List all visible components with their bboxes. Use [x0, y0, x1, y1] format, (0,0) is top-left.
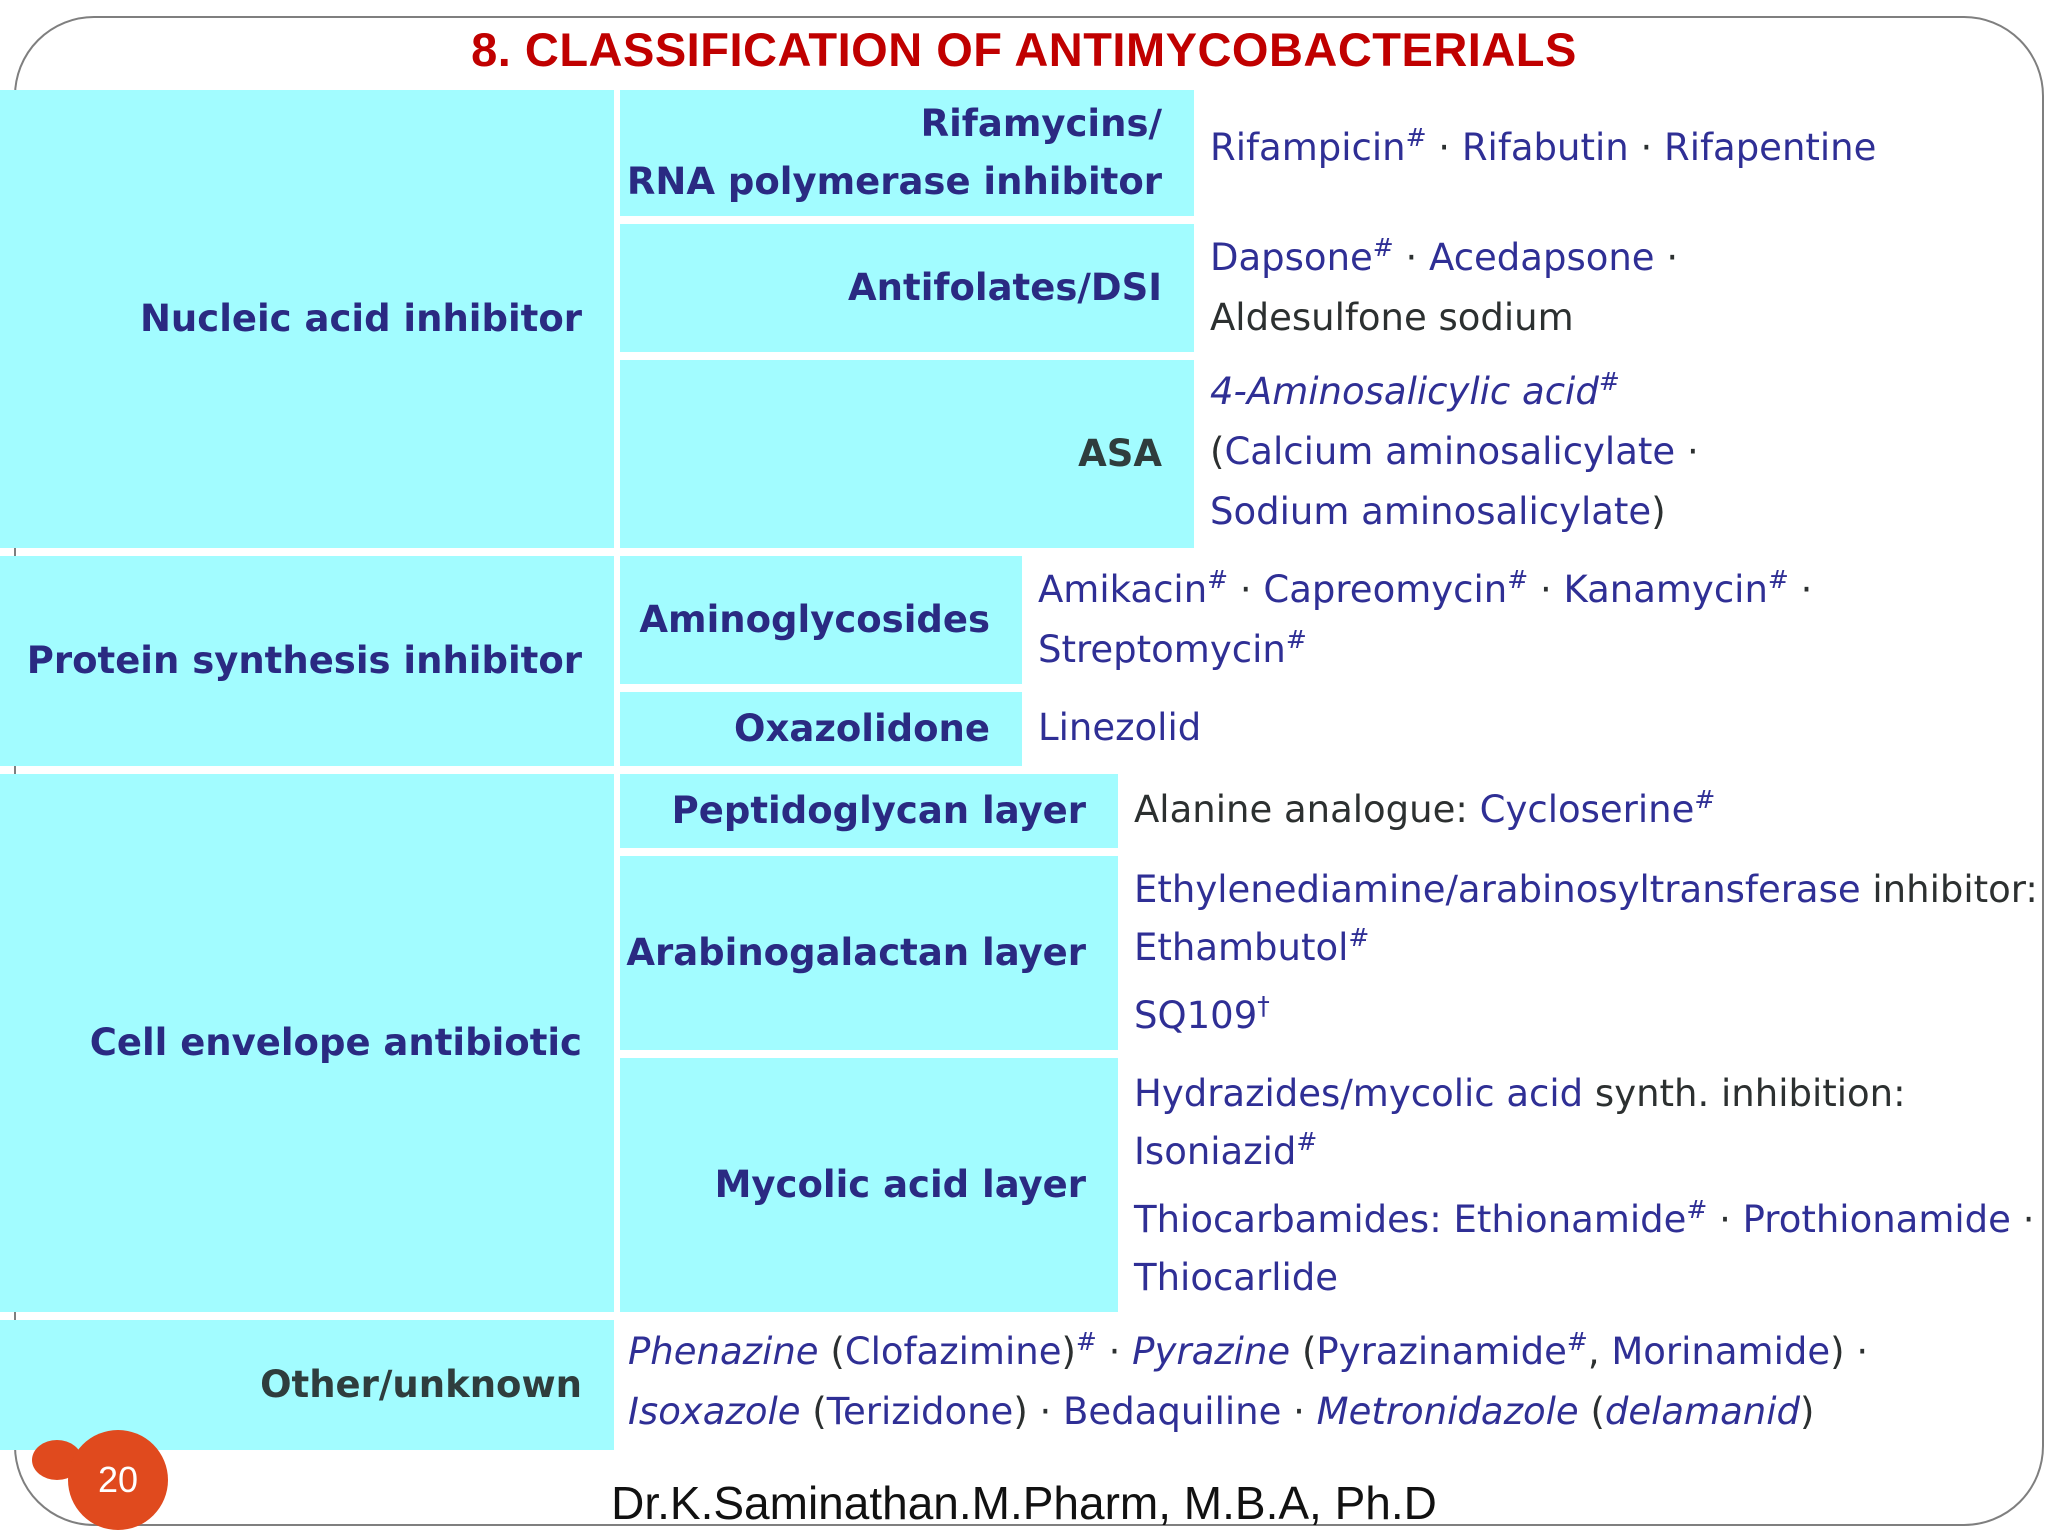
first-line-mark: # [1285, 625, 1307, 654]
separator: · [1293, 1390, 1305, 1433]
drug-prothionamide: Prothionamide [1742, 1198, 2011, 1241]
subcategory-label: ASA [1078, 432, 1162, 475]
drug-line-arabinogalactan-3 [1134, 986, 1270, 1046]
author-footer: Dr.K.Saminathan.M.Pharm, M.B.A, Ph.D [611, 1477, 1437, 1529]
drug-cycloserine: Cycloserine [1479, 788, 1695, 831]
class-label-inhibitor: inhibitor: [1872, 868, 2038, 911]
category-label: Nucleic acid inhibitor [139, 297, 582, 340]
paren: ( [830, 1330, 845, 1373]
drug-class-isoxazole: Isoxazole [628, 1390, 801, 1433]
separator: · [1539, 568, 1552, 611]
class-label-hydrazides: Hydrazides/mycolic acid [1134, 1072, 1584, 1115]
drug-bedaquiline: Bedaquiline [1063, 1390, 1282, 1433]
drug-terizidone: Terizidone [826, 1390, 1014, 1433]
subcategory-label: Aminoglycosides [639, 598, 990, 641]
category-nucleic-acid-inhibitor [0, 90, 614, 548]
category-other-unknown [0, 1320, 614, 1450]
category-label: Protein synthesis inhibitor [26, 639, 582, 682]
separator: · [1666, 236, 1679, 279]
paren: ) [1651, 490, 1666, 533]
drug-line-asa-2 [1210, 422, 1699, 482]
drug-sq109: SQ109 [1134, 994, 1258, 1037]
first-line-mark: # [1767, 565, 1789, 594]
drug-4-aminosalicylic-acid: 4-Aminosalicylic acid [1210, 370, 1599, 413]
investigational-mark: † [1257, 991, 1270, 1020]
class-label-alanine-analogue: Alanine analogue: [1134, 788, 1468, 831]
separator: · [1438, 126, 1451, 169]
drug-class-pyrazine: Pyrazine [1132, 1330, 1291, 1373]
drug-line-aminoglycosides-2 [1038, 620, 1307, 680]
first-line-mark: # [1348, 923, 1370, 952]
drug-calcium-aminosalicylate: Calcium aminosalicylate [1224, 430, 1676, 473]
first-line-mark: # [1598, 367, 1620, 396]
subcategory-label: Arabinogalactan layer [626, 931, 1086, 974]
slide-title: 8. CLASSIFICATION OF ANTIMYCOBACTERIALS [471, 23, 1577, 76]
category-protein-synthesis-inhibitor [0, 556, 614, 766]
separator: · [1686, 430, 1699, 473]
drug-isoniazid: Isoniazid [1134, 1130, 1297, 1173]
drug-line-arabinogalactan-2 [1134, 918, 1369, 978]
drug-rifabutin: Rifabutin [1461, 126, 1629, 169]
drug-class-phenazine: Phenazine [628, 1330, 819, 1373]
class-label-ethylenediamine: Ethylenediamine/arabinosyltransferase [1134, 868, 1861, 911]
page-number-badge: 20 [68, 1430, 168, 1530]
category-label: Cell envelope antibiotic [89, 1021, 582, 1064]
first-line-mark: # [1296, 1127, 1318, 1156]
class-label-synth-inhibition: synth. inhibition: [1594, 1072, 1906, 1115]
drug-line-aminoglycosides-1 [1038, 560, 1812, 620]
drug-kanamycin: Kanamycin [1563, 568, 1768, 611]
drug-thiocarlide: Thiocarlide [1134, 1256, 1339, 1299]
drug-clofazimine: Clofazimine [844, 1330, 1062, 1373]
first-line-mark: # [1686, 1195, 1708, 1224]
first-line-mark: # [1075, 1327, 1097, 1356]
drug-line-rifamycins [1210, 118, 1876, 178]
drug-line-asa-1 [1210, 362, 1620, 422]
subcategory-arabinogalactan-layer [620, 856, 1118, 1050]
subcategory-label: Rifamycins/ [920, 102, 1162, 145]
drug-line-mycolic-2 [1134, 1122, 1317, 1182]
paren: ) [1800, 1390, 1815, 1433]
drug-line-oxazolidone [1038, 698, 1201, 758]
drug-capreomycin: Capreomycin [1263, 568, 1508, 611]
drug-morinamide: Morinamide [1611, 1330, 1831, 1373]
drug-line-mycolic-4 [1134, 1248, 1338, 1308]
first-line-mark: # [1207, 565, 1229, 594]
first-line-mark: # [1405, 123, 1427, 152]
paren: ) [1061, 1330, 1076, 1373]
paren: ) · [1830, 1330, 1869, 1373]
first-line-mark: # [1566, 1327, 1588, 1356]
subcategory-rifamycins [620, 90, 1194, 216]
comma: , [1587, 1330, 1600, 1373]
drug-line-arabinogalactan-1 [1134, 860, 2038, 920]
first-line-mark: # [1507, 565, 1529, 594]
drug-line-antifolates-2 [1210, 288, 1574, 348]
drug-ethionamide: Ethionamide [1453, 1198, 1687, 1241]
drug-line-mycolic-3 [1134, 1190, 2034, 1250]
drug-rifapentine: Rifapentine [1664, 126, 1877, 169]
paren: ( [1210, 430, 1225, 473]
drug-line-asa-3 [1210, 482, 1666, 542]
separator: · [1405, 236, 1418, 279]
first-line-mark: # [1694, 785, 1716, 814]
separator: · [1640, 126, 1653, 169]
drug-pyrazinamide: Pyrazinamide [1316, 1330, 1567, 1373]
separator: · [1719, 1198, 1731, 1241]
separator: · [1108, 1330, 1121, 1373]
drug-acedapsone: Acedapsone [1429, 236, 1655, 279]
drug-dapsone: Dapsone [1210, 236, 1373, 279]
subcategory-aminoglycosides [620, 556, 1022, 684]
subcategory-label: RNA polymerase inhibitor [626, 160, 1162, 203]
category-label: Other/unknown [260, 1363, 582, 1406]
separator: · [1239, 568, 1252, 611]
subcategory-asa [620, 360, 1194, 548]
first-line-mark: # [1372, 233, 1394, 262]
drug-amikacin: Amikacin [1038, 568, 1208, 611]
separator: · [1800, 568, 1813, 611]
drug-ethambutol: Ethambutol [1134, 926, 1349, 969]
subcategory-mycolic-acid-layer [620, 1058, 1118, 1312]
subcategory-label: Oxazolidone [734, 707, 990, 750]
drug-delamanid: delamanid [1604, 1390, 1801, 1433]
paren: ) [1013, 1390, 1028, 1433]
subcategory-oxazolidone [620, 692, 1022, 766]
subcategory-label: Antifolates/DSI [848, 266, 1162, 309]
paren: ( [1590, 1390, 1605, 1433]
drug-sodium-aminosalicylate: Sodium aminosalicylate [1210, 490, 1652, 533]
paren: ( [1301, 1330, 1317, 1373]
separator: · [2022, 1198, 2035, 1241]
drug-line-peptidoglycan [1134, 780, 1715, 840]
subcategory-antifolates [620, 224, 1194, 352]
drug-streptomycin: Streptomycin [1038, 628, 1286, 671]
drug-line-other-2 [628, 1382, 1814, 1442]
drug-aldesulfone-sodium: Aldesulfone sodium [1210, 296, 1574, 339]
drug-line-other-1 [628, 1322, 1868, 1382]
subcategory-peptidoglycan-layer [620, 774, 1118, 848]
drug-linezolid: Linezolid [1038, 706, 1202, 749]
subcategory-label: Mycolic acid layer [714, 1163, 1086, 1206]
subcategory-label: Peptidoglycan layer [671, 789, 1086, 832]
drug-line-antifolates-1 [1210, 228, 1678, 288]
drug-line-mycolic-1 [1134, 1064, 1906, 1124]
class-label-thiocarbamides: Thiocarbamides: [1134, 1198, 1442, 1241]
drug-class-metronidazole: Metronidazole [1316, 1390, 1579, 1433]
paren: ( [812, 1390, 827, 1433]
separator: · [1039, 1390, 1052, 1433]
drug-rifampicin: Rifampicin [1210, 126, 1406, 169]
category-cell-envelope-antibiotic [0, 774, 614, 1312]
